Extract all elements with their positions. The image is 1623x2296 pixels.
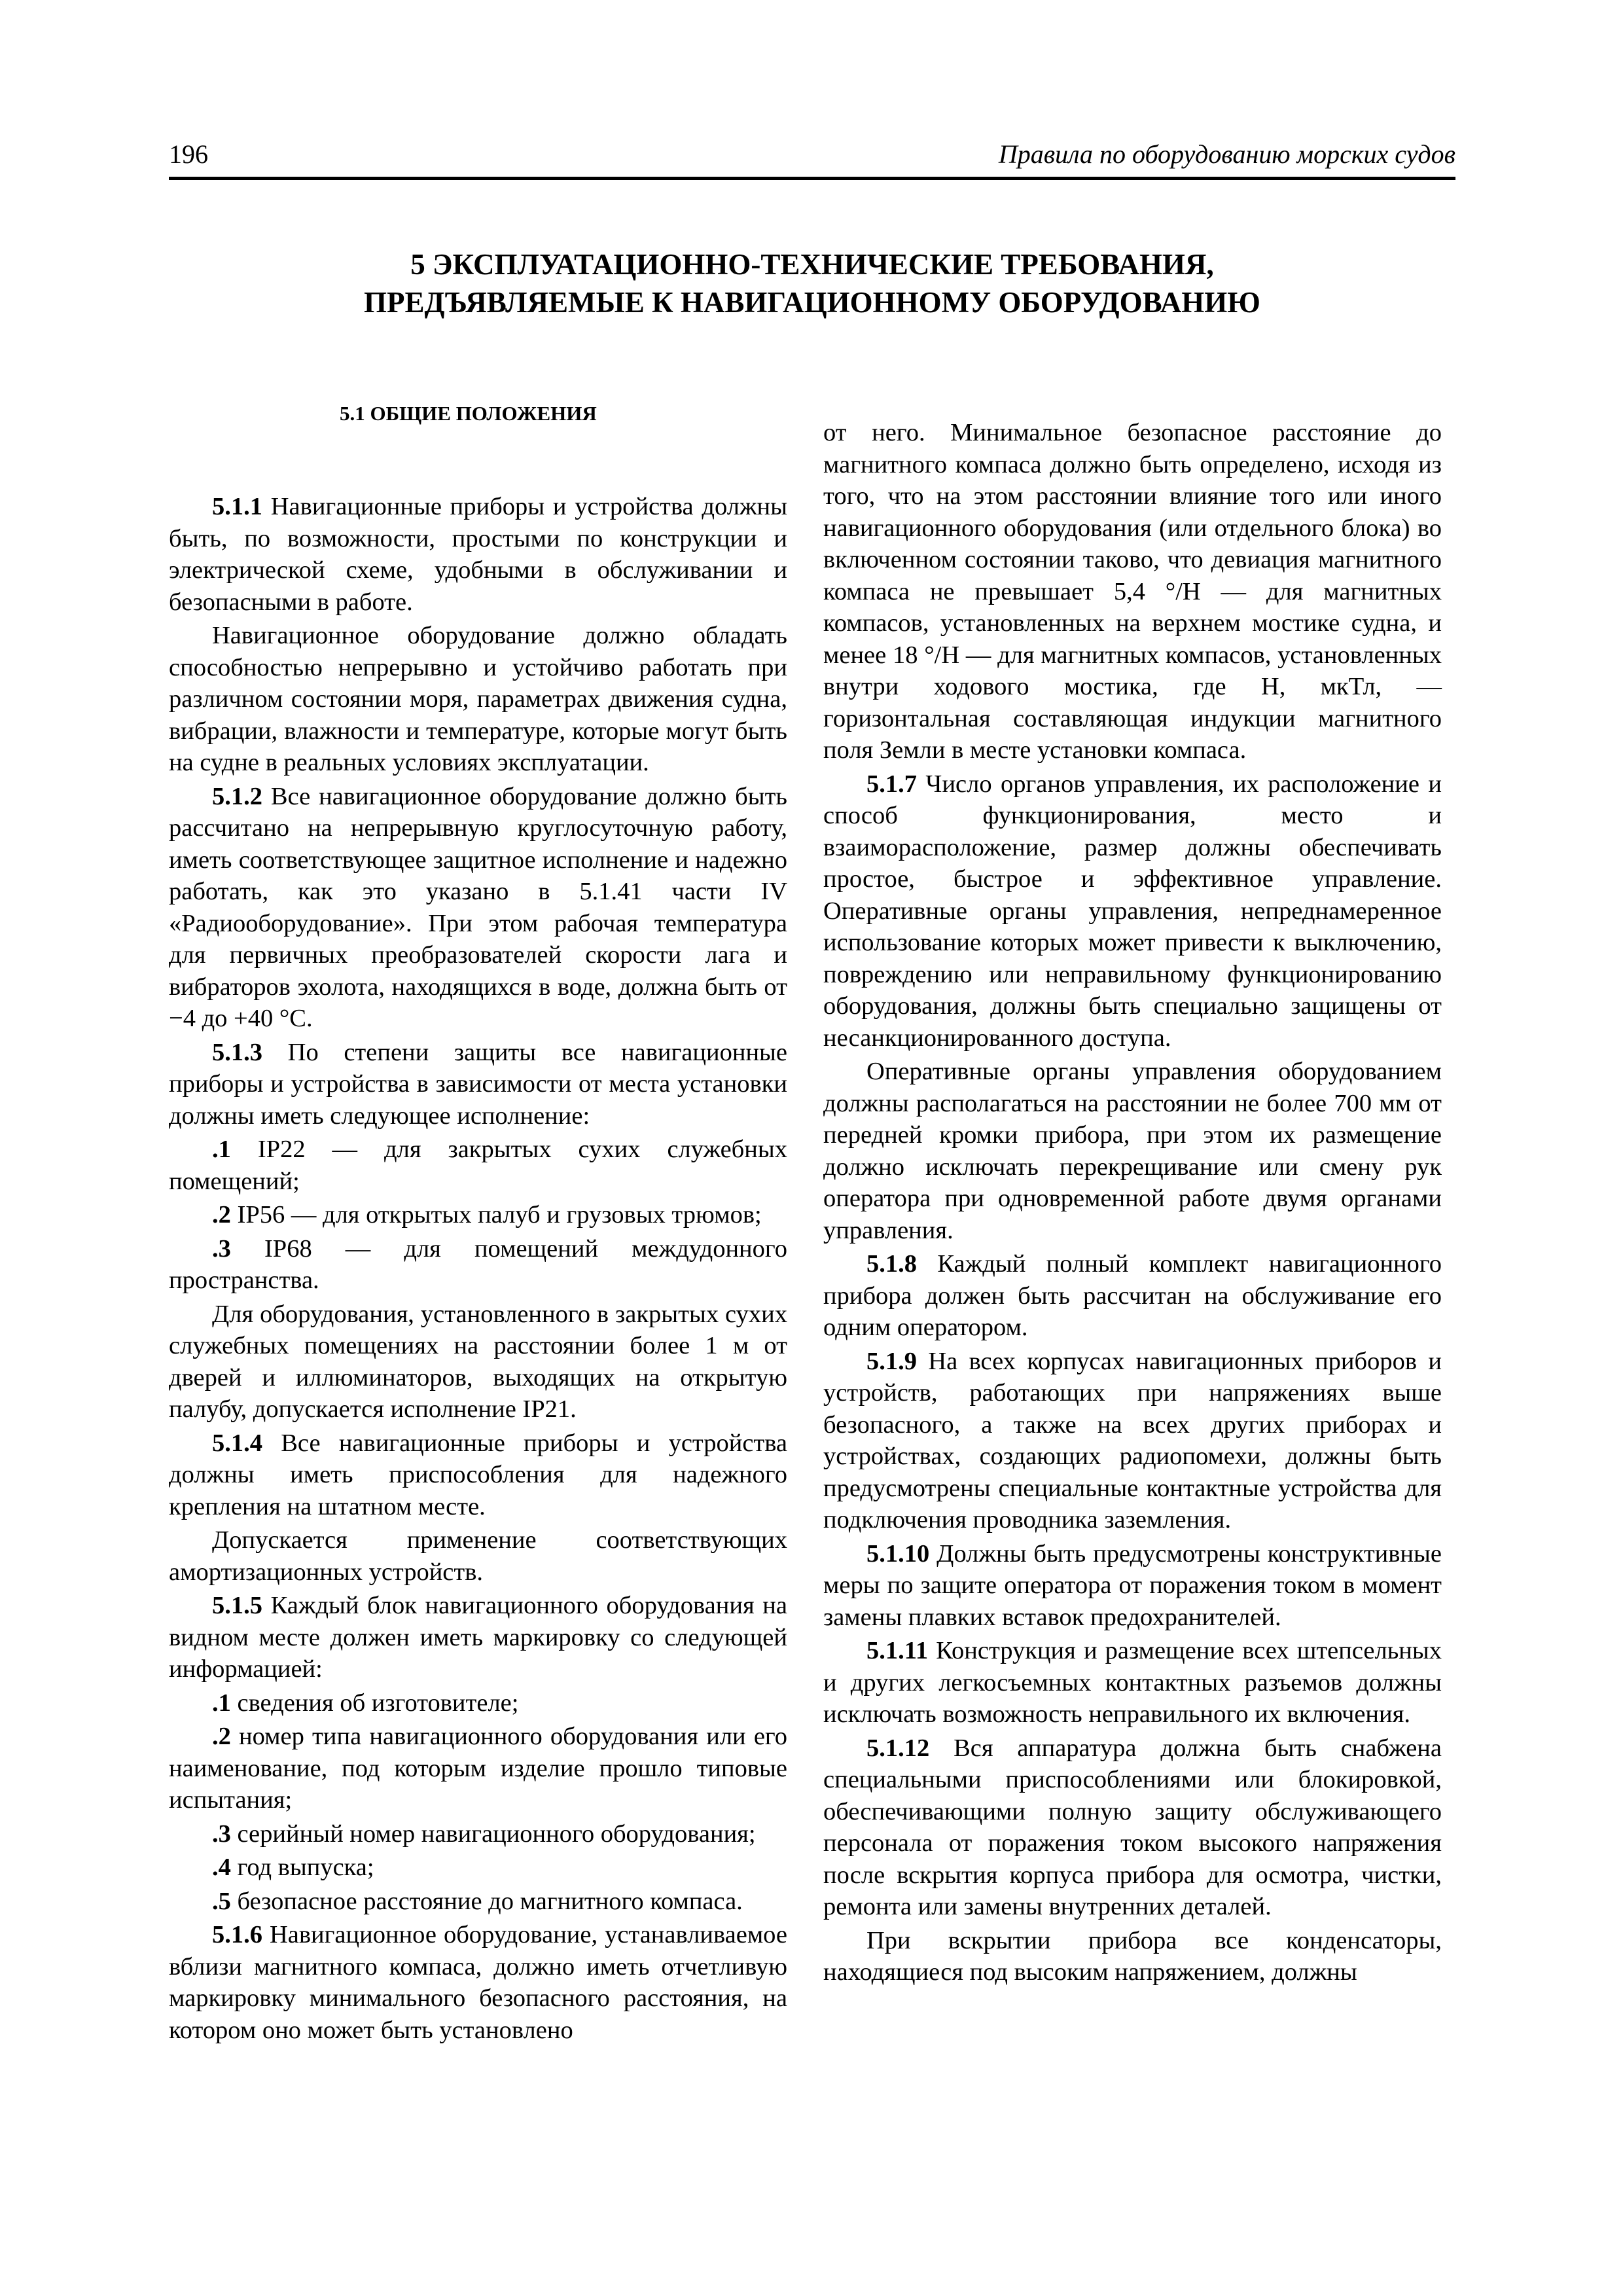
paragraph [823, 1732, 1442, 1923]
paragraph [169, 620, 787, 779]
paragraph [169, 1721, 787, 1816]
paragraph-text: Каждый полный комплект навигационного прибора должен быть рассчитан на обслуживание его одним оператором. [823, 1250, 1442, 1341]
paragraph-text: Допускается применение соответствующих амортизационных устройств. [169, 1526, 787, 1586]
paragraph [169, 491, 787, 618]
paragraph [169, 1852, 787, 1884]
paragraph-text: Должны быть предусмотрены конструктивные меры по защите оператора от поражения током в момент замены плавких вставок предохранителей. [823, 1539, 1442, 1631]
paragraph-text: Для оборудования, установленного в закрытых сухих служебных помещениях на расстоянии более 1 м от дверей и иллюминаторов, выходящих на открытую палубу, допускается исполнение IP21. [169, 1300, 787, 1423]
section-heading: 5.1 ОБЩИЕ ПОЛОЖЕНИЯ [340, 402, 597, 425]
clause-number: 5.1.7 [866, 770, 917, 798]
clause-number: 5.1.10 [866, 1539, 930, 1568]
header-rule [169, 177, 1455, 180]
paragraph-text: Число органов управления, их расположение и способ функционирования, место и взаиморасположение, размер должны обеспечивать простое, быстрое и эффективное управление. Оперативные органы управления, непреднамеренное использование которых может привести к выключению, повреждению или неправильному функционированию оборудования, должны быть специально защищены от несанкционированного доступа. [823, 770, 1442, 1052]
paragraph-text: номер типа навигационного оборудования или его наименование, под которым изделие прошло типовые испытания; [169, 1723, 787, 1814]
clause-number: 5.1.1 [212, 493, 262, 520]
paragraph-text: год выпуска; [230, 1854, 374, 1881]
clause-number: .4 [212, 1854, 231, 1881]
left-column [169, 401, 787, 2048]
paragraph [823, 1248, 1442, 1344]
paragraph [169, 1037, 787, 1132]
clause-number: .2 [212, 1201, 231, 1229]
paragraph-text: от него. Минимальное безопасное расстояние до магнитного компаса должно быть определено, исходя из того, что на этом расстоянии влияние того или иного навигационного оборудования (или отдельного блока) во включенном состоянии таково, что девиация магнитного компаса не превышает 5,4 °/H — для магнитных компасов, установленных на верхнем мостике судна, и менее 18 °/H — для магнитных компасов, установленных внутри ходового мостика, где H, мкТл, — горизонтальная составляющая индукции магнитного поля Земли в месте установки компаса. [823, 419, 1442, 764]
paragraph [823, 768, 1442, 1054]
clause-number: 5.1.6 [212, 1921, 262, 1948]
paragraph-text: Конструкция и размещение всех штепсельных и других легкосъемных контактных разъемов должны исключать возможность неправильного их включения. [823, 1637, 1442, 1728]
clause-number: 5.1.11 [866, 1637, 929, 1664]
paragraph-text: Навигационное оборудование должно обладать способностью непрерывно и устойчиво работать при различном состоянии моря, параметрах движения судна, вибрации, влажности и температуре, которые могут быть на судне в реальных условиях эксплуатации. [169, 622, 787, 776]
paragraph [169, 1299, 787, 1426]
paragraph-text: IP22 — для закрытых сухих служебных помещений; [169, 1136, 787, 1195]
paragraph [169, 1886, 787, 1918]
paragraph-text: Вся аппаратура должна быть снабжена специальными приспособлениями или блокировкой, обеспечивающими полную защиту обслуживающего персонала от поражения током высокого напряжения после вскрытия корпуса прибора для осмотра, чистки, ремонта или замены внутренних деталей. [823, 1734, 1442, 1920]
paragraph [823, 1056, 1442, 1246]
paragraph [169, 1919, 787, 2046]
paragraph [823, 1635, 1442, 1731]
clause-number: .3 [212, 1234, 231, 1263]
page-header [169, 139, 1455, 179]
running-title: Правила по оборудованию морских судов [998, 139, 1455, 169]
paragraph [169, 1818, 787, 1850]
clause-number: .1 [212, 1689, 231, 1717]
paragraph-text: безопасное расстояние до магнитного компаса. [230, 1887, 743, 1915]
paragraph [169, 1427, 787, 1523]
paragraph [169, 1233, 787, 1297]
paragraph-text: На всех корпусах навигационных приборов и устройств, работающих при напряжениях выше безопасного, а также на всех других приборах и устройствах, создающих радиопомехи, должны быть предусмотрены специальные контактные устройства для подключения проводника заземления. [823, 1347, 1442, 1534]
clause-number: 5.1.12 [866, 1734, 930, 1762]
paragraph [169, 781, 787, 1035]
paragraph [823, 1925, 1442, 1988]
paragraph [169, 1524, 787, 1588]
clause-number: 5.1.4 [212, 1429, 262, 1457]
paragraph-text: Навигационное оборудование, устанавливаемое вблизи магнитного компаса, должно иметь отчетливую маркировку минимального безопасного расстояния, на котором оно может быть установлено [169, 1921, 787, 2044]
chapter-title-line-2: ПРЕДЪЯВЛЯЕМЫЕ К НАВИГАЦИОННОМУ ОБОРУДОВАНИЮ [364, 286, 1260, 319]
paragraph-text: По степени защиты все навигационные приборы и устройства в зависимости от места установки должны иметь следующее исполнение: [169, 1038, 787, 1130]
paragraph [169, 1687, 787, 1719]
paragraph-text: Все навигационное оборудование должно быть рассчитано на непрерывную круглосуточную работу, иметь соответствующее защитное исполнение и надежно работать, как это указано в 5.1.41 части IV «Радиооборудование». При этом рабочая температура для первичных преобразователей скорости лага и вибраторов эхолота, находящихся в воде, должна быть от −4 до +40 °C. [169, 782, 787, 1032]
paragraph-text: IP68 — для помещений междудонного пространства. [169, 1234, 787, 1294]
paragraph-text: сведения об изготовителе; [230, 1689, 519, 1717]
paragraph [169, 1590, 787, 1685]
chapter-title [169, 245, 1455, 321]
clause-number: .1 [212, 1136, 231, 1163]
paragraph-text: Навигационные приборы и устройства должны быть, по возможности, простыми по конструкции и электрической схеме, удобными в обслуживании и безопасными в работе. [169, 493, 787, 616]
clause-number: .3 [212, 1820, 231, 1848]
clause-number: 5.1.9 [866, 1347, 917, 1375]
paragraph [823, 1346, 1442, 1536]
right-column [823, 417, 1442, 1990]
clause-number: 5.1.2 [212, 782, 262, 810]
paragraph-text: Оперативные органы управления оборудованием должны располагаться на расстоянии не более 700 мм от передней кромки прибора, при этом их размещение должно исключать перекрещивание или смену рук оператора при одновременной работе двумя органами управления. [823, 1058, 1442, 1244]
clause-number: .5 [212, 1887, 231, 1915]
chapter-title-line-1: 5 ЭКСПЛУАТАЦИОННО-ТЕХНИЧЕСКИЕ ТРЕБОВАНИЯ, [410, 248, 1214, 281]
paragraph-text: IP56 — для открытых палуб и грузовых трюмов; [230, 1201, 762, 1229]
paragraph [169, 1199, 787, 1231]
clause-number: 5.1.3 [212, 1038, 262, 1066]
clause-number: .2 [212, 1723, 231, 1750]
paragraph [823, 1538, 1442, 1634]
paragraph [169, 1134, 787, 1197]
page-number: 196 [169, 139, 208, 169]
clause-number: 5.1.5 [212, 1592, 262, 1619]
paragraph [823, 417, 1442, 766]
clause-number: 5.1.8 [866, 1250, 917, 1278]
paragraph-text: серийный номер навигационного оборудования; [230, 1820, 756, 1848]
paragraph-text: При вскрытии прибора все конденсаторы, находящиеся под высоким напряжением, должны [823, 1926, 1442, 1986]
paragraph-text: Каждый блок навигационного оборудования на видном месте должен иметь маркировку со следующей информацией: [169, 1592, 787, 1683]
paragraph-text: Все навигационные приборы и устройства должны иметь приспособления для надежного крепления на штатном месте. [169, 1429, 787, 1520]
